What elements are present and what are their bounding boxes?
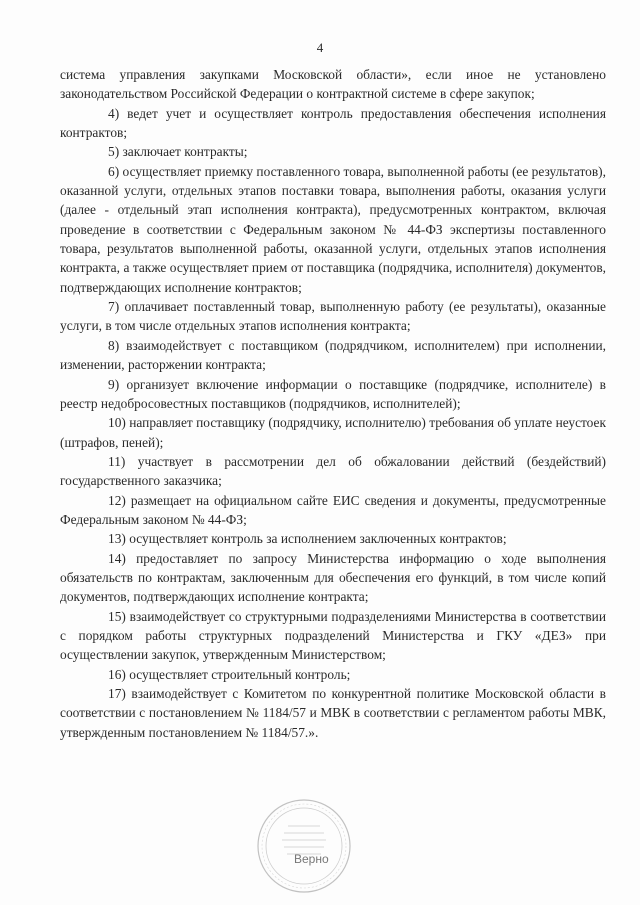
list-item-17: 17) взаимодействует с Комитетом по конкурентной политике Московской области в соответствии с постановлением № 1184/57 и МВК в соответствии с регламентом работы МВК, утвержденным постановлением № 1184/57.». [60, 686, 606, 740]
list-item-14: 14) предоставляет по запросу Министерства информацию о ходе выполнения обязательств по контрактам, заключенным для обеспечения его функций, в том числе копий документов, подтверждающих исполнение контракта; [60, 550, 606, 605]
list-item-12: 12) размещает на официальном сайте ЕИС сведения и документы, предусмотренные Федеральным законом № 44-ФЗ; [60, 492, 606, 527]
list-item-8: 8) взаимодействует с поставщиком (подрядчиком, исполнителем) при исполнении, изменении, расторжении контракта; [60, 337, 606, 373]
document-body [60, 65, 606, 742]
list-item-16: 16) осуществляет строительный контроль; [108, 666, 351, 682]
list-item-13: 13) осуществляет контроль за исполнением заключенных контрактов; [108, 531, 507, 547]
stamp-word: Верно [294, 852, 329, 866]
list-item-4: 4) ведет учет и осуществляет контроль предоставления обеспечения исполнения контрактов; [60, 105, 606, 141]
list-item-7: 7) оплачивает поставленный товар, выполненную работу (ее результаты), оказанные услуги, в том числе отдельных этапов исполнения контракта; [60, 299, 606, 334]
list-item-6: 6) осуществляет приемку поставленного товара, выполненной работы (ее результатов), оказанной услуги, отдельных этапов поставки товара, выполнения работы, оказания услуги (далее - отдельный этап исполнения контракта), предусмотренных контрактом, включая проведение в соответствии с Федеральным законом № 44-ФЗ экспертизы поставленного товара, результатов выполненной работы, оказанной услуги, отдельных этапов исполнения контракта, а также осуществляет прием от поставщика (подрядчика, исполнителя) документов, подтверждающих исполнение контрактов; [60, 163, 606, 295]
paragraph-continuation: система управления закупками Московской области», если иное не установлено законодательством Российской Федерации о контрактной системе в сфере закупок; [60, 67, 606, 102]
page-number: 4 [316, 40, 324, 55]
list-item-15: 15) взаимодействует со структурными подразделениями Министерства в соответствии с порядком работы структурных подразделений Министерства и ГКУ «ДЕЗ» при осуществлении закупок, утвержденным Министерством; [60, 608, 606, 663]
list-item-9: 9) организует включение информации о поставщике (подрядчике, исполнителе) в реестр недобросовестных поставщиков (подрядчиков, исполнителей); [60, 376, 606, 411]
list-item-10: 10) направляет поставщику (подрядчику, исполнителю) требования об уплате неустоек (штрафов, пеней); [60, 415, 606, 450]
list-item-11: 11) участвует в рассмотрении дел об обжаловании действий (бездействий) государственного заказчика; [60, 453, 606, 489]
list-item-5: 5) заключает контракты; [108, 144, 248, 160]
seal-stamp-icon [254, 796, 354, 896]
